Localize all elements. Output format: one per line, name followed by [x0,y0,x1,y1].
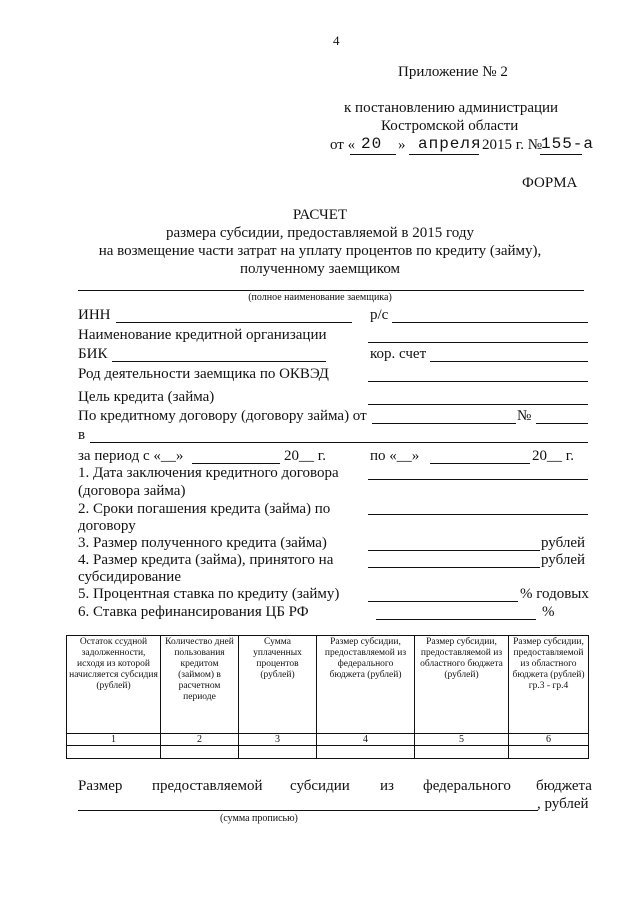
col-number-4: 4 [317,734,415,746]
date-month: апреля [418,135,482,153]
table-cell[interactable] [317,746,415,759]
date-day-suffix: » [398,137,406,153]
item4-unit: рублей [541,552,586,568]
amount-caption: (сумма прописью) [220,813,298,824]
contract-label: По кредитному договору (договору займа) от [78,408,367,424]
footer-unit: , рублей [537,796,589,812]
appendix-label: Приложение № 2 [398,64,508,80]
title-line3: на возмещение части затрат на уплату процентов по кредиту (займу), [98,243,542,259]
title-line4: полученному заемщиком [239,261,401,277]
activity-field[interactable] [368,381,588,382]
kor-schet-label: кор. счет [370,346,427,362]
region-label: Костромской области [381,118,519,134]
item2-label-b: договору [78,518,136,534]
purpose-field[interactable] [368,404,588,405]
col-header-5: Размер субсидии, предоставляемой из областного бюджета (рублей) [415,636,509,734]
item1-label-a: 1. Дата заключения кредитного договора [78,465,339,481]
table-cell[interactable] [67,746,161,759]
contract-date-field[interactable] [372,423,516,424]
form-label: ФОРМА [522,175,578,191]
item3-label: 3. Размер полученного кредита (займа) [78,535,327,551]
col-header-2: Количество дней пользования кредитом (займом) в расчетном периоде [161,636,239,734]
contract-no-field[interactable] [536,423,588,424]
rs-label: р/с [370,307,389,323]
period-from-field[interactable] [192,463,280,464]
footer-word: бюджета [536,778,592,794]
credit-org-label: Наименование кредитной организации [78,327,327,343]
footer-word: федерального [423,778,511,794]
in-label: в [78,427,86,443]
date-prefix: от « [330,137,356,153]
title-line2: размера субсидии, предоставляемой в 2015 году [166,225,474,241]
item4-label-a: 4. Размер кредита (займа), принятого на [78,552,334,568]
footer-word: из [380,778,394,794]
bik-label: БИК [78,346,108,362]
activity-label: Род деятельности заемщика по ОКВЭД [78,366,329,382]
credit-org-field[interactable] [368,342,588,343]
item4-field[interactable] [368,567,540,568]
inn-label: ИНН [78,307,111,323]
date-day: 20 [361,135,383,153]
col-number-5: 5 [415,734,509,746]
item6-field[interactable] [376,619,536,620]
item5-unit: % годовых [520,586,589,602]
page-number: 4 [333,33,340,48]
col-header-3: Сумма уплаченных процентов (рублей) [239,636,317,734]
item2-field[interactable] [368,514,588,515]
col-header-6: Размер субсидии, предоставляемой из областного бюджета (рублей) гр.3 - гр.4 [509,636,589,734]
item4-label-b: субсидирование [78,569,181,585]
contract-no-label: № [517,408,532,424]
item2-label-a: 2. Сроки погашения кредита (займа) по [78,501,331,517]
date-number-line [540,154,582,155]
item6-label: 6. Ставка рефинансирования ЦБ РФ [78,604,309,620]
item5-field[interactable] [368,601,518,602]
table-cell[interactable] [415,746,509,759]
item3-unit: рублей [541,535,586,551]
item1-field[interactable] [368,479,588,480]
footer-word: предоставляемой [152,778,263,794]
col-number-1: 1 [67,734,161,746]
period-to-field[interactable] [430,463,530,464]
in-field[interactable] [90,442,588,443]
inn-field[interactable] [116,322,352,323]
borrower-name-caption: (полное наименование заемщика) [248,292,392,303]
subsidy-amount-field[interactable] [78,810,538,811]
kor-schet-field[interactable] [430,361,588,362]
item5-label: 5. Процентная ставка по кредиту (займу) [78,586,340,602]
col-number-2: 2 [161,734,239,746]
table-cell[interactable] [161,746,239,759]
period-year1: 20__ г. [284,448,326,464]
period-to-label: по «__» [370,448,420,464]
period-from-label: за период с «__» [78,448,184,464]
table-number-row [67,734,589,746]
date-year: 2015 г. № [482,137,543,153]
col-header-1: Остаток ссудной задолженности, исходя из которой начисляется субсидия (рублей) [67,636,161,734]
subsidy-table [66,635,589,759]
rs-field[interactable] [392,322,588,323]
table-row[interactable] [67,746,589,759]
col-number-3: 3 [239,734,317,746]
bik-field[interactable] [112,361,326,362]
date-month-line [409,154,479,155]
col-number-6: 6 [509,734,589,746]
item3-field[interactable] [368,550,540,551]
period-year2: 20__ г. [532,448,574,464]
col-header-4: Размер субсидии, предоставляемой из федерального бюджета (рублей) [317,636,415,734]
borrower-name-line[interactable] [78,290,584,291]
date-number: 155-а [541,135,595,153]
footer-word: Размер [78,778,123,794]
item6-unit: % [542,604,555,620]
decree-label: к постановлению администрации [344,100,559,116]
item1-label-b: (договора займа) [78,483,186,499]
purpose-label: Цель кредита (займа) [78,389,215,405]
table-header-row [67,636,589,734]
table-cell[interactable] [239,746,317,759]
footer-word: субсидии [290,778,350,794]
date-day-line [350,154,396,155]
table-cell[interactable] [509,746,589,759]
title-main: РАСЧЕТ [292,207,348,223]
